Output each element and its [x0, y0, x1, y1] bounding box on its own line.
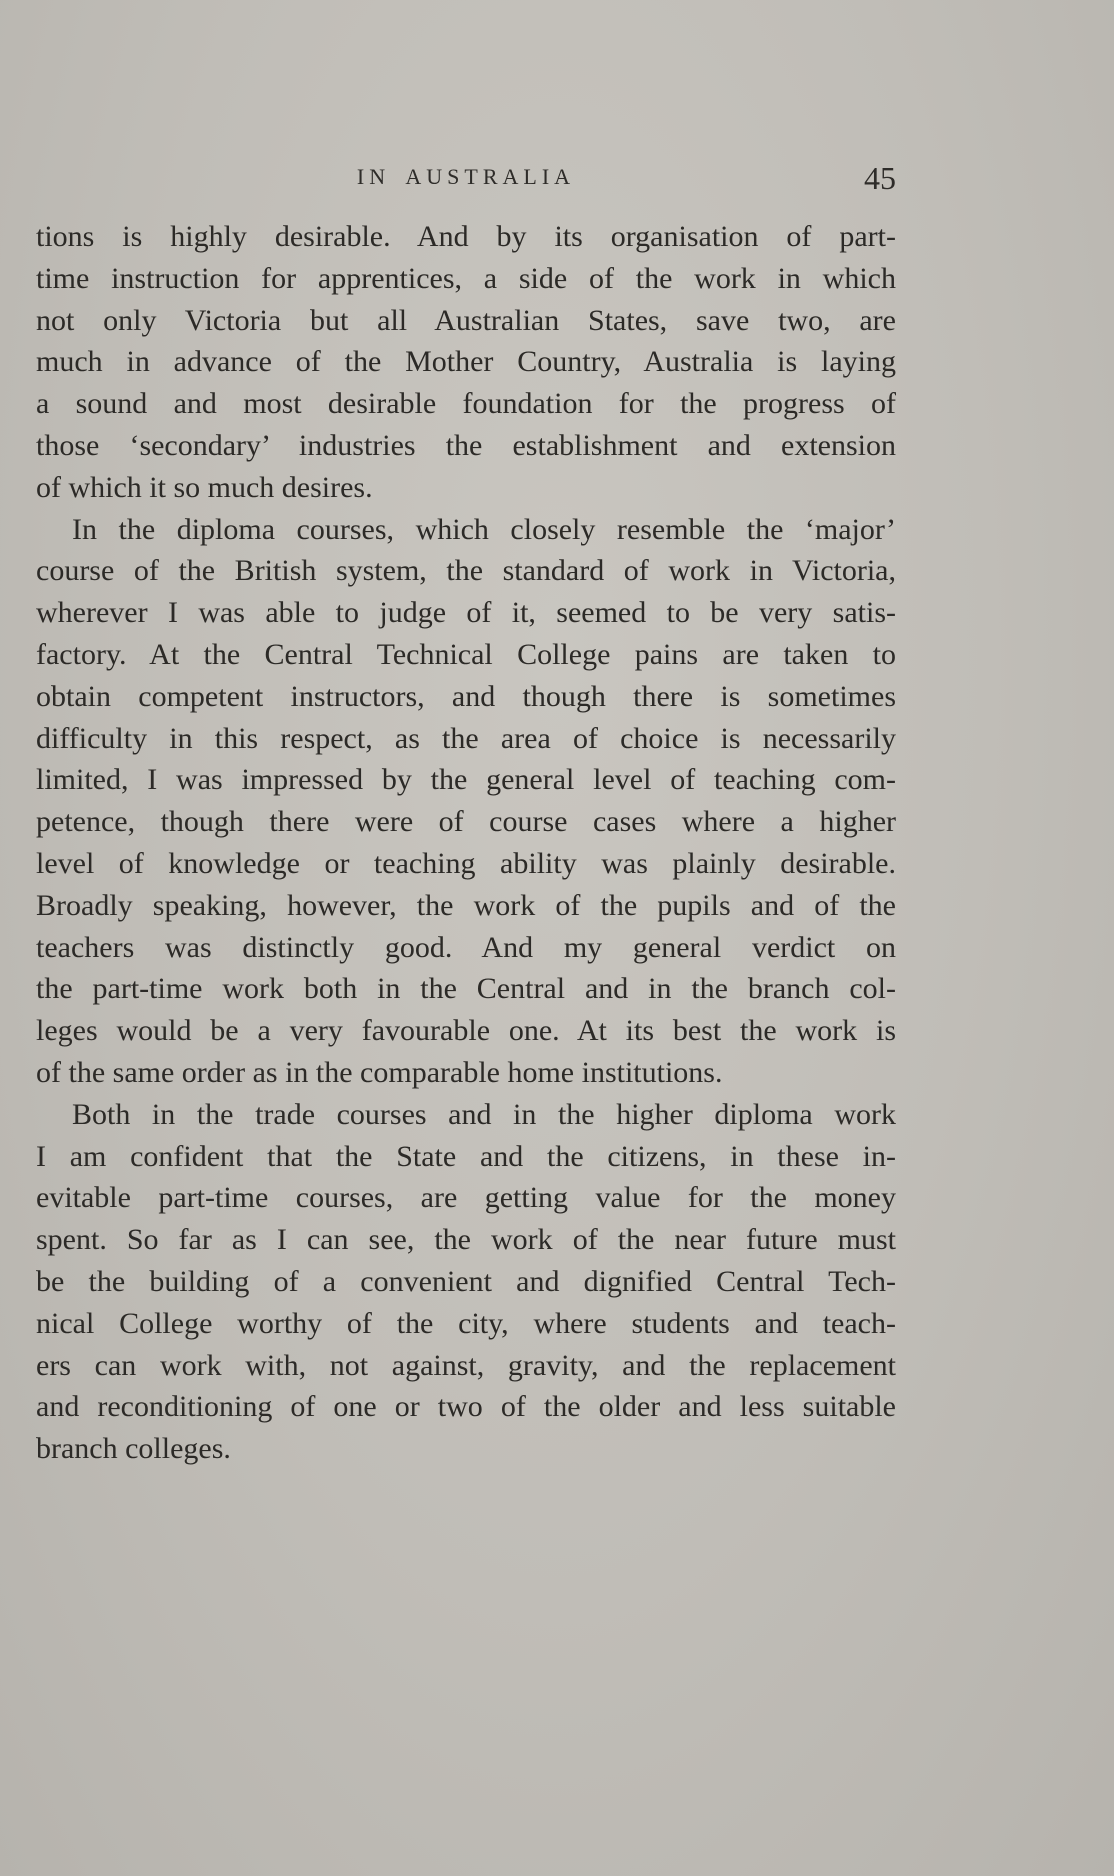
text-line: In the diploma courses, which closely resemble the ‘major’ [72, 512, 896, 546]
text-line: branch colleges. [36, 1432, 231, 1466]
text-line: tions is highly desirable. And by its organisation of part- [36, 220, 896, 253]
text-line: and reconditioning of one or two of the older and less suitable [36, 1390, 896, 1424]
text-line: Both in the trade courses and in the higher diploma work [72, 1097, 896, 1131]
text-line: petence, though there were of course cases where a higher [36, 805, 896, 839]
running-title: IN AUSTRALIA [356, 164, 576, 189]
text-line: of the same order as in the comparable home institutions. [36, 1055, 723, 1089]
text-line: be the building of a convenient and dignified Central Tech- [36, 1264, 896, 1298]
text-line: spent. So far as I can see, the work of the near future must [36, 1223, 896, 1257]
text-line: difficulty in this respect, as the area of choice is necessarily [36, 721, 896, 755]
text-line: evitable part-time courses, are getting value for the money [36, 1181, 896, 1215]
text-line: much in advance of the Mother Country, Australia is laying [36, 345, 896, 379]
text-line: a sound and most desirable foundation for the progress of [36, 387, 896, 421]
body-text [36, 216, 896, 1470]
text-line: of which it so much desires. [36, 470, 373, 504]
text-line: time instruction for apprentices, a side of the work in which [36, 261, 896, 295]
text-line: factory. At the Central Technical College pains are taken to [36, 637, 896, 671]
text-line: limited, I was impressed by the general level of teaching com- [36, 763, 896, 797]
text-line: nical College worthy of the city, where students and teach- [36, 1306, 896, 1340]
text-line: course of the British system, the standard of work in Victoria, [36, 554, 896, 588]
text-line: the part-time work both in the Central and in the branch col- [36, 972, 896, 1006]
text-line: Broadly speaking, however, the work of the pupils and of the [36, 888, 896, 922]
text-line: wherever I was able to judge of it, seemed to be very satis- [36, 596, 896, 630]
page-number: 45 [864, 160, 896, 196]
text-line: teachers was distinctly good. And my general verdict on [36, 930, 896, 964]
text-line: those ‘secondary’ industries the establishment and extension [36, 428, 896, 462]
text-line: level of knowledge or teaching ability was plainly desirable. [36, 846, 896, 880]
text-line: not only Victoria but all Australian States, save two, are [36, 303, 896, 337]
text-line: I am confident that the State and the citizens, in these in- [36, 1139, 896, 1173]
text-line: obtain competent instructors, and though there is sometimes [36, 679, 896, 713]
running-head [36, 160, 896, 200]
text-line: ers can work with, not against, gravity, and the replacement [36, 1348, 896, 1382]
text-line: leges would be a very favourable one. At its best the work is [36, 1014, 896, 1048]
